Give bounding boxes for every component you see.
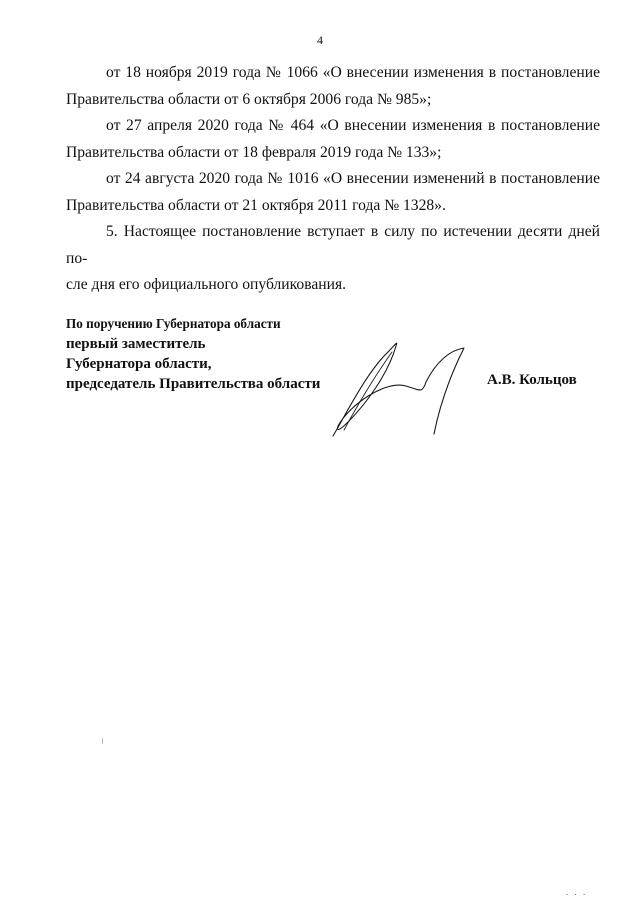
text-line: Правительства области от 18 февраля 2019 года № 133»; xyxy=(66,143,442,161)
signatory-name: А.В. Кольцов xyxy=(487,372,577,388)
text-line: Правительства области от 6 октября 2006 года № 985»; xyxy=(66,90,432,108)
paragraph-amendment-2 xyxy=(66,113,600,166)
signatory-position-line: председатель Правительства области xyxy=(66,376,321,392)
text-line: Правительства области от 21 октября 2011 года № 1328». xyxy=(66,196,446,214)
footer-mark: . . . xyxy=(566,887,588,897)
page-number: 4 xyxy=(317,33,323,47)
paragraph-amendment-3 xyxy=(66,166,600,219)
text-line: сле дня его официального опубликования. xyxy=(66,276,347,293)
document-body xyxy=(66,60,600,299)
handwritten-signature xyxy=(326,334,476,444)
signatory-position-line: Губернатора области, xyxy=(66,356,212,372)
signatory-authority-line: По поручению Губернатора области xyxy=(66,316,281,331)
text-line: от 18 ноября 2019 года № 1066 «О внесении изменения в постановление xyxy=(106,64,600,81)
paragraph-effective-date xyxy=(66,219,600,299)
signatory-position-line: первый заместитель xyxy=(66,336,206,352)
text-line: 5. Настоящее постановление вступает в силу по истечении десяти дней по- xyxy=(66,223,600,267)
text-line: от 24 августа 2020 года № 1016 «О внесении изменений в постановление xyxy=(106,170,600,187)
scan-mark xyxy=(102,738,103,744)
text-line: от 27 апреля 2020 года № 464 «О внесении изменения в постановление xyxy=(106,117,600,134)
signatory-title-block xyxy=(66,314,320,394)
paragraph-amendment-1 xyxy=(66,60,600,113)
